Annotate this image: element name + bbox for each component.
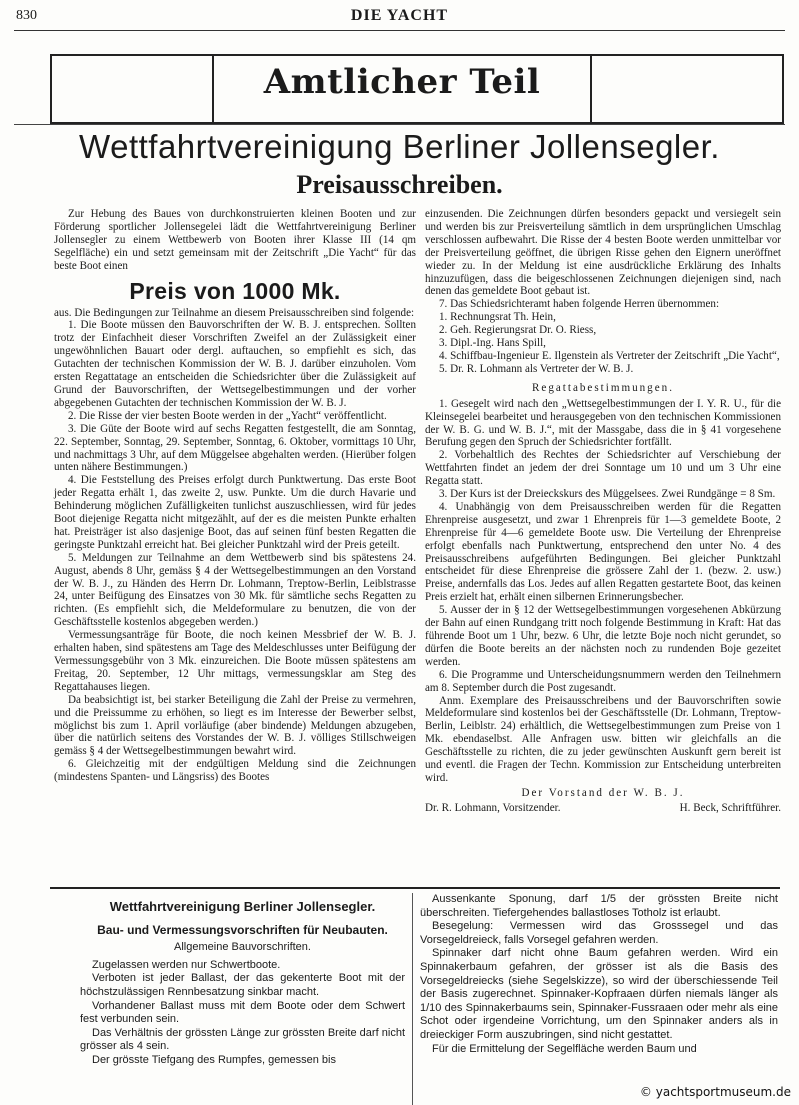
paragraph: Vermessungsanträge für Boote, die noch keinen Messbrief der W. B. J. erhalten haben, sind spätestens am Tage des Meldeschlusses unter Beifügung der Vermessungsgebühr von 3 Mk. einzureichen. Die Boote müssen spätestens am Freitag, 20. September, 12 Uhr mittags, vermessungsklar am Steg des Regattahauses liegen. [54, 629, 416, 693]
article-left-column [54, 208, 416, 784]
paragraph: 5. Ausser der in § 12 der Wettsegelbestimmungen vorgesehenen Abkürzung der Bahn auf einen Rundgang tritt noch folgende Bestimmung in Kraft: Hat das führende Boot um 1 Uhr, bezw. 6 Uhr, die letzte Boje noch nicht gerundet, so dürfen die Boote bereits an der nächsten noch zu rundenden Boje gezeitet werden. [425, 604, 781, 668]
lower-left-column [80, 900, 405, 1068]
lower-subtitle: Bau- und Vermessungsvorschriften für Neubauten. [97, 922, 388, 937]
section-box-right-cell [590, 56, 782, 122]
paragraph: 1. Gesegelt wird nach den „Wettsegelbestimmungen der I. Y. R. U., für die Kleinsegelei bearbeitet und herausgegeben von den technischen Kommissionen der W. B. G. und W. B. J.“, mit der Massgabe, dass die in § 41 vorgesehene Berufung gegen den Spruch der Schiedsrichter fortfällt. [425, 397, 781, 449]
judge-list-item: 2. Geh. Regierungsrat Dr. O. Riess, [439, 324, 597, 337]
paragraph: Verboten ist jeder Ballast, der das gekenterte Boot mit der höchstzulässigen Rennbesatzung sinkbar macht. [80, 972, 405, 998]
article-right-column [425, 208, 781, 815]
paragraph: Für die Ermittelung der Segelfläche werden Baum und [432, 1042, 697, 1055]
paragraph: Besegelung: Vermessen wird das Grosssegel und das Vorsegeldreieck, falls Vorsegel gefahren werden. [420, 920, 778, 946]
article-subtitle: Preisausschreiben. [296, 170, 503, 199]
lower-title: Wettfahrtvereinigung Berliner Jollensegler. [109, 899, 376, 914]
judge-list-item: 4. Schiffbau-Ingenieur E. Ilgenstein als Vertreter der Zeitschrift „Die Yacht“, [439, 349, 780, 362]
paragraph: Da beabsichtigt ist, bei starker Beteiligung die Zahl der Preise zu vermehren, und die Preissumme zu erhöhen, so liegt es im Interesse der Bewerber selbst, möglichst bis zum 1. April vorläufige (aber bindende) Meldungen abzugeben, über die natürlich seitens des Vorstandes der W. B. J. völliges Stillschweigen gemäss § 4 der Wettsegelbestimmungen bewahrt wird. [54, 693, 416, 758]
paragraph: Zugelassen werden nur Schwertboote. [92, 958, 281, 971]
page-number: 830 [16, 8, 37, 23]
section-title-box [50, 54, 784, 124]
section-title: Amtlicher Teil [263, 62, 541, 102]
paragraph: 1. Die Boote müssen den Bauvorschriften der W. B. J. entsprechen. Sollten trotz der Einfachheit dieser Vorschriften Zweifel an der Zulässigkeit einer ungewöhnlichen Bauart oder dergl. auftauchen, so empfiehlt es sich, das Gutachten der technischen Kommission der W. B. J. darüber einzuholen. Vom ersten Regattatage an entscheiden die Schiedsrichter über die Zulässigkeit auf Grund der Bauvorschriften, der Wettsegelbestimmungen und der vorher abgegebenen Gutachten der technischen Kommission der W. B. J. [54, 319, 416, 409]
paragraph: Der grösste Tiefgang des Rumpfes, gemessen bis [92, 1053, 336, 1066]
paragraph: Aussenkante Sponung, darf 1/5 der grössten Breite nicht überschreiten. Tiefergehendes ballastloses Totholz ist erlaubt. [420, 893, 778, 919]
section-box-left-cell [52, 56, 214, 122]
paragraph: aus. Die Bedingungen zur Teilnahme an diesem Preisausschreiben sind folgende: [54, 306, 415, 319]
paragraph: 3. Der Kurs ist der Dreieckskurs des Müggelsees. Zwei Rundgänge = 8 Sm. [439, 488, 776, 501]
prize-heading: Preis von 1000 Mk. [129, 277, 341, 304]
paragraph: 2. Vorbehaltlich des Rechtes der Schiedsrichter auf Verschiebung der Wettfahrten findet an jedem der drei Sonntage um 10 und um 3 Uhr eine Regatta statt. [425, 449, 781, 488]
judge-list-item: 1. Rechnungsrat Th. Hein, [439, 311, 556, 324]
running-title: DIE YACHT [350, 7, 449, 24]
paragraph: 4. Die Feststellung des Preises erfolgt durch Punktwertung. Das erste Boot jeder Regatta erhält 1, das zweite 2, usw. Punkte. Um die durch Havarie und Behinderung möglichen Zufälligkeiten tunlichst auszuschliessen, wird für jedes Boot diejenige Regatta nicht mitgezählt, auf der es die meisten Punkte erhalten hat. Preisträger ist also dasjenige Boot, das auf seinen fünf besten Regatten die geringste Punktzahl erreicht hat. Bei gleicher Punktzahl wird der Preis geteilt. [54, 474, 416, 551]
watermark-text: yachtsportmuseum.de [655, 1085, 791, 1099]
article-title: Wettfahrtvereinigung Berliner Jollensegler. [79, 128, 720, 165]
regatta-heading: Regattabestimmungen. [532, 381, 674, 394]
signature-secretary: H. Beck, Schriftführer. [679, 801, 781, 814]
lower-section-heading: Allgemeine Bauvorschriften. [174, 941, 311, 954]
copyright-icon: © [639, 1085, 652, 1099]
paragraph: Spinnaker darf nicht ohne Baum gefahren werden. Wird ein Spinnakerbaum gefahren, der grösser ist als die Basis des Vorsegeldreiecks (siehe Segelskizze), so wird der überschiessende Teil der Basis zugerechnet. Spinnaker-Kopfraaen dürfen niemals länger als 1/10 des Spinnakerbaums sein, Spinnaker-Fussraaen oder mehr als eine Schot oder irgendeine Vorrichtung, um den Spinnaker anders als in dreieckiger Form auszubringen, sind nicht gestattet. [420, 947, 778, 1041]
paragraph: 6. Gleichzeitig mit der endgültigen Meldung sind die Zeichnungen (mindestens Spanten- und Längsriss) des Bootes [54, 758, 416, 784]
signature-line [425, 802, 781, 815]
judge-list-item: 5. Dr. R. Lohmann als Vertreter der W. B. J. [439, 362, 634, 375]
signature-chair: Dr. R. Lohmann, Vorsitzender. [425, 801, 561, 814]
paragraph: 2. Die Risse der vier besten Boote werden in der „Yacht“ veröffentlicht. [68, 409, 387, 422]
title-rule [14, 124, 785, 125]
column-divider [412, 893, 413, 1105]
paragraph: Das Verhältnis der grössten Länge zur grössten Breite darf nicht grösser als 4 sein. [80, 1026, 405, 1053]
section-divider [50, 887, 780, 889]
paragraph: Anm. Exemplare des Preisausschreibens und der Bauvorschriften sowie Meldeformulare sind kostenlos bei der Geschäftsstelle (Dr. Lohmann, Treptow-Berlin, Leiblstr. 24) erhältlich, die Wettsegelbestimmungen zum Preise von 1 Mk. ebendaselbst. Alle Anfragen usw. bitten wir gleichfalls an die Geschäftsstelle zu richten, die zu jeder gewünschten Auskunft gern bereit ist und eventl. die Fragen der Techn. Kommission zur Entscheidung unterbreiten wird. [425, 694, 781, 784]
paragraph: einzusenden. Die Zeichnungen dürfen besonders gepackt und versiegelt sein und werden bis zur Preisverteilung sämtlich in dem ursprünglichen Umschlag verschlossen aufbewahrt. Die Risse der 4 besten Boote werden unmittelbar vor der Preisverteilung geöffnet, die übrigen Risse gehen den Eignern uneröffnet wieder zu. In der Meldung ist eine ausdrückliche Erklärung des Inhalts hinzuzufügen, dass die beigeschlossenen Zeichnungen diejenigen sind, nach denen das gemeldete Boot gebaut ist. [425, 208, 781, 298]
paragraph: 6. Die Programme und Unterscheidungsnummern werden den Teilnehmern am 8. September durch die Post zugesandt. [425, 668, 781, 694]
judge-list-item: 3. Dipl.-Ing. Hans Spill, [439, 337, 546, 350]
paragraph: 3. Die Güte der Boote wird auf sechs Regatten festgestellt, die am Sonntag, 22. September, Sonntag, 29. September, Sonntag, 6. Oktober, vormittags 10 Uhr, und nachmittags 3 Uhr, auf dem Müggelsee abgehalten werden. (Hierüber folgen unten nähere Bestimmungen.) [54, 422, 416, 474]
watermark [640, 1085, 791, 1099]
header-rule [14, 30, 785, 31]
paragraph: 4. Unabhängig von dem Preisausschreiben werden für die Regatten Ehrenpreise ausgesetzt, und zwar 1 Ehrenpreis für 1—3 gemeldete Boote, 2 Ehrenpreise für 4—6 gemeldete Boote usw. Die Verteilung der Ehrenpreise erfolgt ebenfalls nach Punktwertung, entsprechend den unter No. 4 des Preisausschreibens aufgeführten Bedingungen. Bei gleicher Punktzahl entscheidet für diese Ehrenpreise die grössere Zahl der 1. (bezw. 2. usw.) Preise, andernfalls das Los. Jedes auf allen Regatten gestartete Boot, das keinen Preis erzielt hat, erhält einen silbernen Erinnerungsbecher. [425, 500, 781, 604]
intro-paragraph: Zur Hebung des Baues von durchkonstruierten kleinen Booten und zur Förderung sportlicher Jollensegelei lädt die Wettfahrtvereinigung Berliner Jollensegler zu einem Wettbewerb von Booten ihrer Klasse III (14 qm Segelfläche) ein und setzt gemeinsam mit der Zeitschrift „Die Yacht“ für das beste Boot einen [54, 208, 416, 272]
paragraph: 7. Das Schiedsrichteramt haben folgende Herren übernommen: [439, 298, 720, 311]
signature-board: Der Vorstand der W. B. J. [521, 786, 685, 799]
lower-right-column [420, 893, 778, 1056]
paragraph: Vorhandener Ballast muss mit dem Boote oder dem Schwert fest verbunden sein. [80, 999, 405, 1026]
paragraph: 5. Meldungen zur Teilnahme an dem Wettbewerb sind bis spätestens 24. August, abends 8 Uhr, gemäss § 4 der Wettsegelbestimmungen an den Vorstand der W. B. J., zu Händen des Herrn Dr. Lohmann, Treptow-Berlin, Leiblstrasse 24, unter Beifügung des Einsatzes von 30 Mk. für sämtliche sechs Regatten zu richten. (Es empfiehlt sich, die Meldeformulare zu benutzen, die von der Geschäftsstelle kostenlos abgegeben werden.) [54, 551, 416, 629]
